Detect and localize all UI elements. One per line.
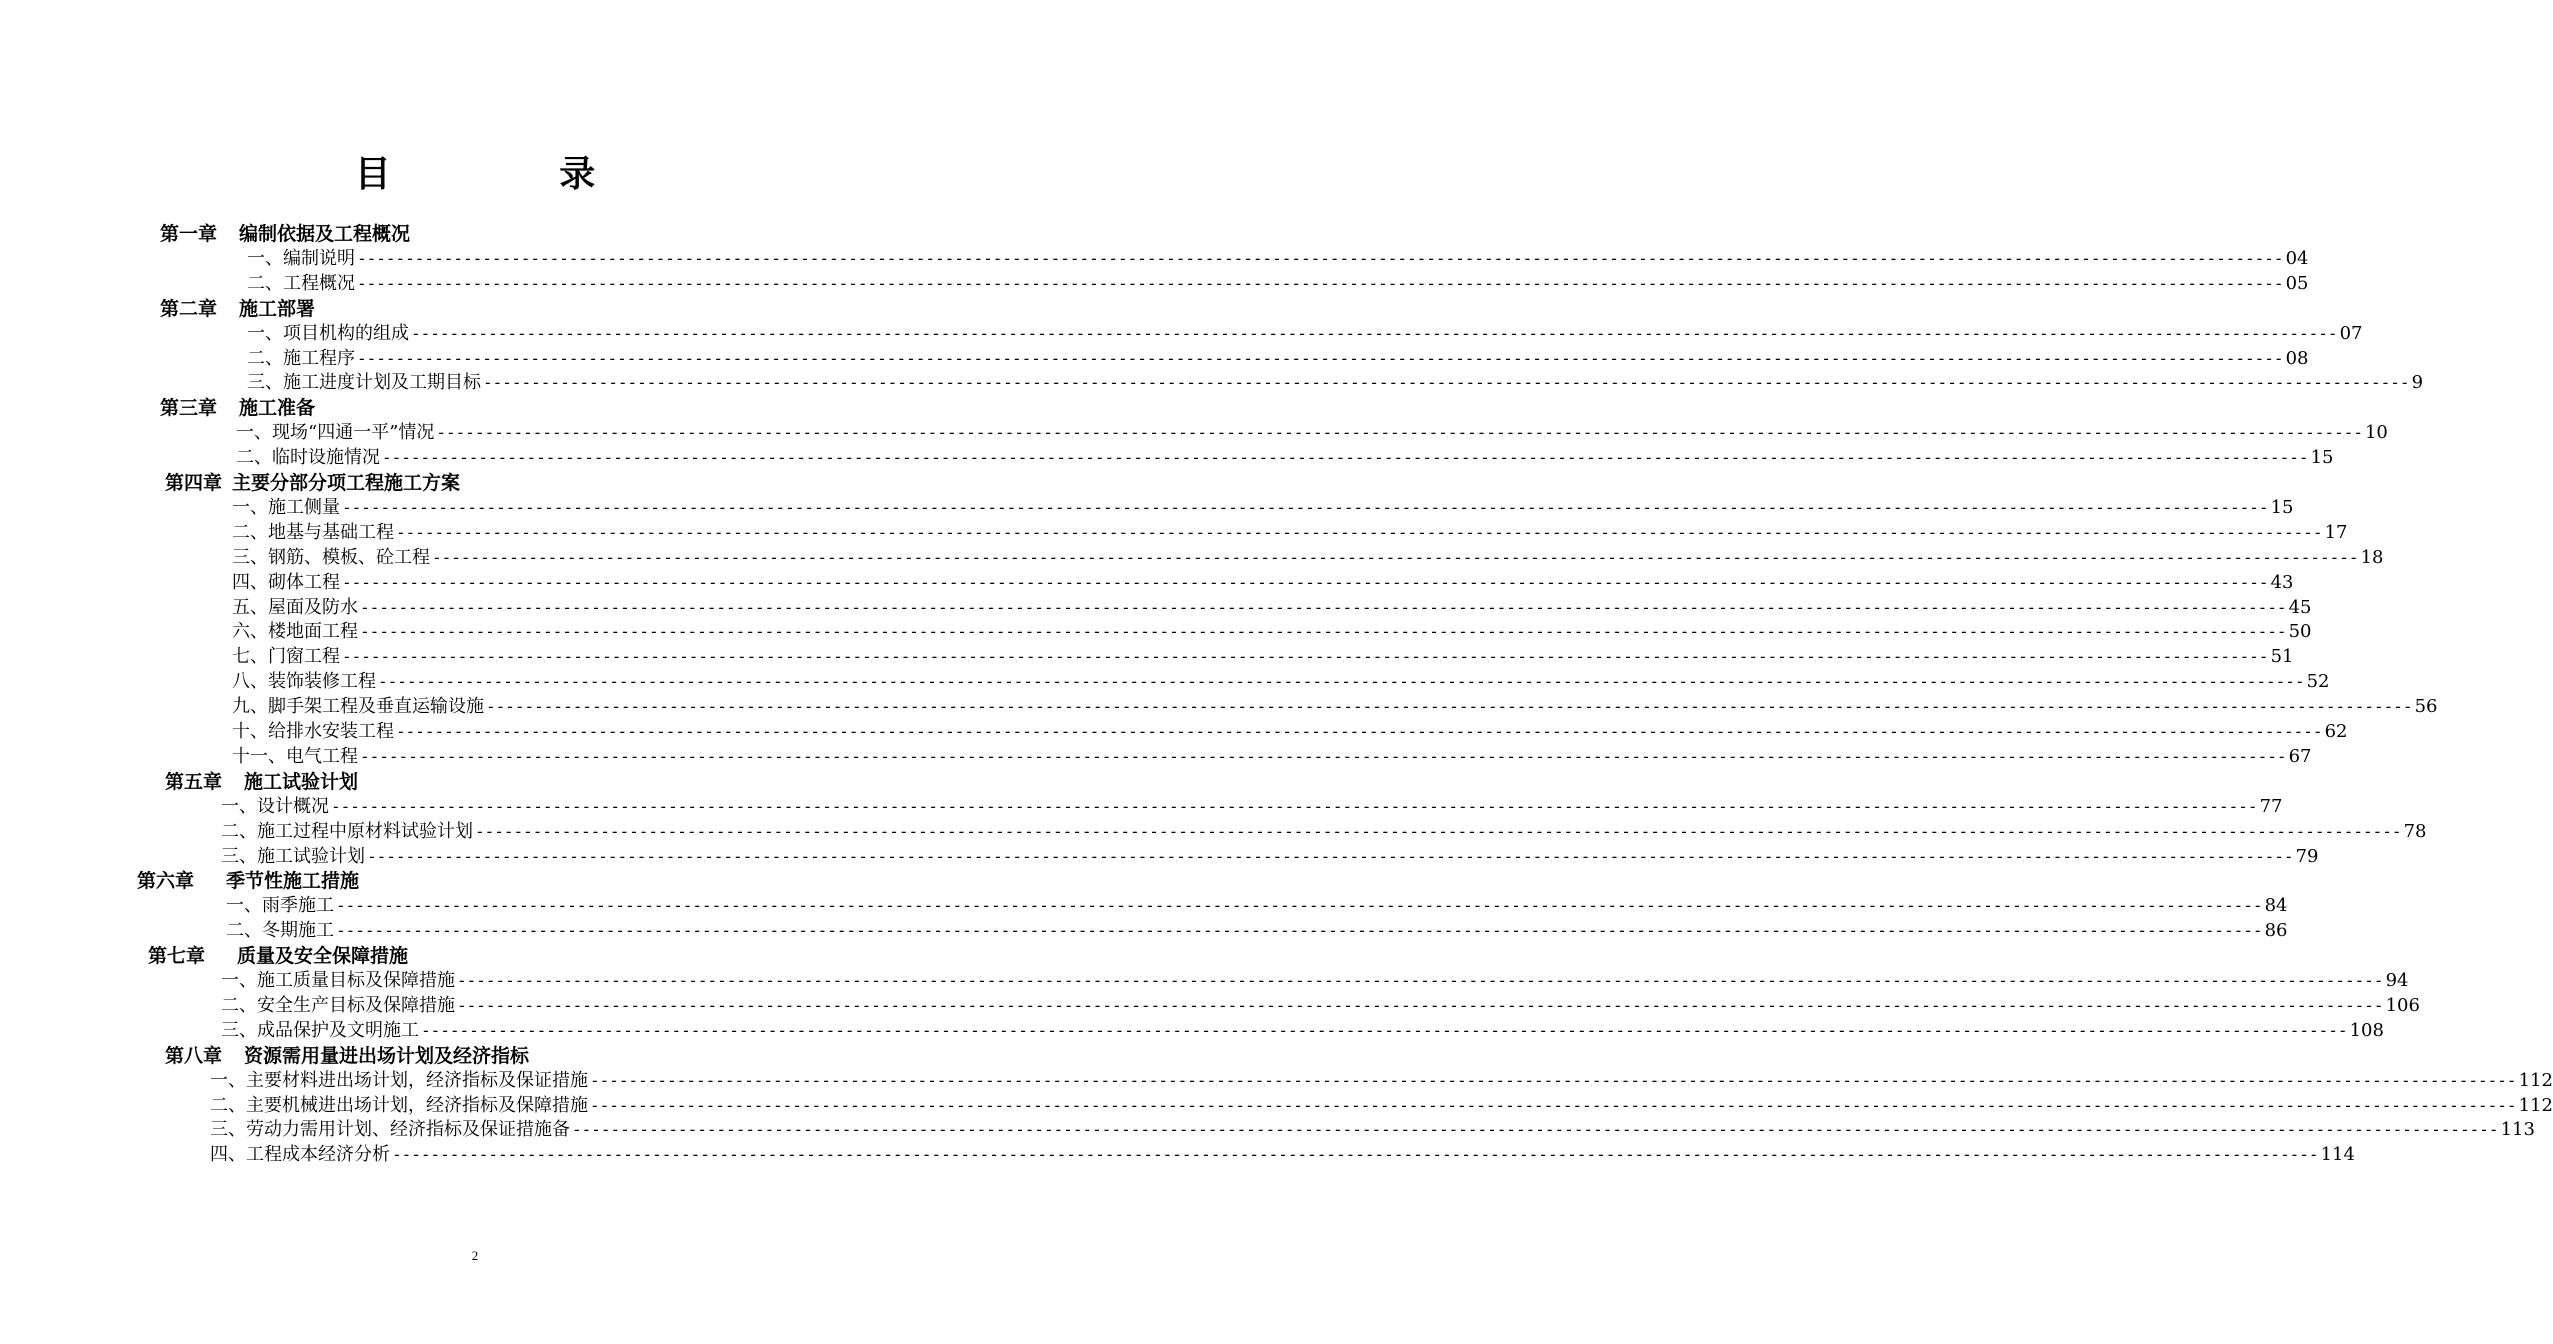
dot-leader: -------------------------------------------------------------------------------------------------------------------------------------------------------------------------------------------------------- [336, 896, 2263, 916]
chapter-number: 第八章 [165, 1044, 223, 1067]
chapter-heading[interactable] [160, 396, 315, 420]
dot-leader: -------------------------------------------------------------------------------------------------------------------------------------------------------------------------------------------------------- [396, 722, 2323, 741]
toc-entry-page: 15 [2270, 496, 2294, 518]
toc-entry-page: 78 [2403, 820, 2427, 842]
toc-entry-label: 二、施工程序 [247, 347, 355, 369]
dot-leader: -------------------------------------------------------------------------------------------------------------------------------------------------------------------------------------------------------- [378, 672, 2305, 692]
toc-entry[interactable] [232, 695, 2438, 719]
toc-entry-label: 二、主要机械进出场计划，经济指标及保障措施 [210, 1094, 588, 1116]
toc-entry[interactable] [236, 421, 2388, 445]
dot-leader: -------------------------------------------------------------------------------------------------------------------------------------------------------------------------------------------------------- [421, 1020, 2348, 1040]
toc-entry-page: 50 [2288, 621, 2312, 643]
toc-entry[interactable] [232, 670, 2330, 694]
dot-leader: -------------------------------------------------------------------------------------------------------------------------------------------------------------------------------------------------------- [411, 323, 2338, 343]
toc-entry-label: 一、施工侧量 [232, 496, 340, 518]
toc-entry[interactable] [210, 1118, 2535, 1142]
toc-entry-label: 三、钢筋、模板、砼工程 [232, 546, 430, 568]
dot-leader: -------------------------------------------------------------------------------------------------------------------------------------------------------------------------------------------------------- [392, 1145, 2319, 1165]
chapter-heading[interactable] [160, 297, 315, 321]
toc-entry-label: 二、地基与基础工程 [232, 521, 394, 543]
toc-entry[interactable] [221, 845, 2319, 869]
toc-entry[interactable] [232, 620, 2312, 644]
chapter-heading[interactable] [165, 1044, 529, 1068]
dot-leader: -------------------------------------------------------------------------------------------------------------------------------------------------------------------------------------------------------- [572, 1120, 2499, 1140]
toc-entry-label: 三、施工试验计划 [221, 845, 365, 867]
dot-leader: -------------------------------------------------------------------------------------------------------------------------------------------------------------------------------------------------------- [590, 1095, 2517, 1115]
toc-entry-page: 108 [2349, 1019, 2384, 1041]
toc-entry-page: 86 [2264, 920, 2288, 942]
toc-entry-page: 15 [2310, 447, 2334, 469]
toc-entry-label: 二、施工过程中原材料试验计划 [221, 820, 473, 842]
toc-entry-label: 三、施工进度计划及工期目标 [247, 372, 481, 394]
toc-entry-label: 四、砌体工程 [232, 571, 340, 593]
chapter-heading[interactable] [165, 471, 460, 495]
toc-entry-label: 一、主要材料进出场计划，经济指标及保证措施 [210, 1069, 588, 1091]
toc-entry[interactable] [247, 272, 2309, 296]
toc-entry-label: 八、装饰装修工程 [232, 671, 376, 693]
chapter-title: 施工部署 [239, 297, 316, 320]
chapter-heading[interactable] [160, 222, 410, 246]
dot-leader: -------------------------------------------------------------------------------------------------------------------------------------------------------------------------------------------------------- [342, 497, 2269, 517]
chapter-number: 第七章 [148, 945, 206, 968]
toc-entry-page: 04 [2285, 247, 2309, 269]
toc-entry-page: 18 [2360, 546, 2384, 568]
dot-leader: -------------------------------------------------------------------------------------------------------------------------------------------------------------------------------------------------------- [336, 921, 2263, 941]
dot-leader: -------------------------------------------------------------------------------------------------------------------------------------------------------------------------------------------------------- [432, 547, 2359, 567]
toc-entry[interactable] [210, 1143, 2355, 1167]
dot-leader: -------------------------------------------------------------------------------------------------------------------------------------------------------------------------------------------------------- [357, 273, 2284, 293]
dot-leader: -------------------------------------------------------------------------------------------------------------------------------------------------------------------------------------------------------- [436, 423, 2363, 443]
toc-entry-page: 51 [2270, 646, 2294, 668]
toc-entry-label: 二、工程概况 [247, 272, 355, 294]
dot-leader: -------------------------------------------------------------------------------------------------------------------------------------------------------------------------------------------------------- [360, 597, 2287, 617]
toc-entry-page: 05 [2285, 272, 2309, 294]
chapter-title: 资源需用量进出场计划及经济指标 [244, 1044, 530, 1067]
toc-entry[interactable] [247, 322, 2363, 346]
toc-entry[interactable] [210, 1094, 2553, 1118]
toc-entry-page: 17 [2324, 521, 2348, 543]
toc-entry-page: 84 [2264, 895, 2288, 917]
toc-entry-page: 56 [2414, 696, 2438, 718]
toc-entry[interactable] [236, 446, 2334, 470]
chapter-title: 施工试验计划 [244, 770, 359, 793]
toc-entry-page: 113 [2500, 1119, 2535, 1141]
toc-entry-page: 07 [2339, 322, 2363, 344]
toc-entry[interactable] [247, 371, 2424, 395]
toc-entry-label: 十、给排水安装工程 [232, 721, 394, 742]
toc-entry-label: 一、现场“四通一平”情况 [236, 422, 435, 444]
chapter-heading[interactable] [137, 869, 359, 893]
toc-entry-page: 114 [2320, 1144, 2355, 1166]
chapter-title: 质量及安全保障措施 [237, 945, 409, 968]
toc-entry-page: 106 [2385, 994, 2420, 1016]
chapter-number: 第六章 [137, 870, 195, 893]
chapter-number: 第四章 [165, 472, 223, 494]
toc-entry[interactable] [232, 645, 2294, 669]
dot-leader: -------------------------------------------------------------------------------------------------------------------------------------------------------------------------------------------------------- [360, 746, 2287, 766]
chapter-number: 第一章 [160, 223, 218, 245]
toc-entry[interactable] [210, 1069, 2553, 1093]
toc-entry-page: 10 [2364, 422, 2388, 444]
toc-entry-page: 62 [2324, 721, 2348, 742]
toc-entry-page: 77 [2259, 795, 2283, 817]
toc-entry-label: 三、劳动力需用计划、经济指标及保证措施备 [210, 1119, 570, 1141]
dot-leader: -------------------------------------------------------------------------------------------------------------------------------------------------------------------------------------------------------- [342, 647, 2269, 667]
toc-title: 目 录 [354, 154, 674, 195]
dot-leader: -------------------------------------------------------------------------------------------------------------------------------------------------------------------------------------------------------- [590, 1070, 2517, 1090]
dot-leader: -------------------------------------------------------------------------------------------------------------------------------------------------------------------------------------------------------- [367, 846, 2294, 866]
chapter-title: 季节性施工措施 [226, 870, 360, 893]
chapter-heading[interactable] [165, 770, 358, 794]
toc-entry-label: 三、成品保护及文明施工 [221, 1019, 419, 1041]
dot-leader: -------------------------------------------------------------------------------------------------------------------------------------------------------------------------------------------------------- [360, 622, 2287, 642]
toc-entry-label: 六、楼地面工程 [232, 621, 358, 643]
chapter-number: 第二章 [160, 297, 218, 320]
dot-leader: -------------------------------------------------------------------------------------------------------------------------------------------------------------------------------------------------------- [331, 796, 2258, 816]
toc-entry-page: 08 [2285, 347, 2309, 369]
toc-entry-label: 一、项目机构的组成 [247, 322, 409, 344]
toc-entry-label: 一、施工质量目标及保障措施 [221, 970, 455, 991]
toc-entry-page: 94 [2385, 970, 2409, 991]
toc-entry-label: 一、设计概况 [221, 795, 329, 817]
dot-leader: -------------------------------------------------------------------------------------------------------------------------------------------------------------------------------------------------------- [483, 373, 2410, 393]
chapter-number: 第五章 [165, 770, 223, 793]
toc-entry-label: 二、安全生产目标及保障措施 [221, 994, 455, 1016]
toc-entry[interactable] [232, 720, 2348, 744]
toc-entry-label: 十一、电气工程 [232, 745, 358, 767]
toc-entry-page: 112 [2518, 1069, 2553, 1091]
toc-entry-page: 45 [2288, 596, 2312, 618]
toc-entry[interactable] [232, 571, 2294, 595]
dot-leader: -------------------------------------------------------------------------------------------------------------------------------------------------------------------------------------------------------- [486, 697, 2413, 717]
toc-entry-page: 9 [2411, 372, 2424, 394]
toc-entry-label: 一、雨季施工 [226, 895, 334, 917]
chapter-heading[interactable] [148, 944, 408, 968]
dot-leader: -------------------------------------------------------------------------------------------------------------------------------------------------------------------------------------------------------- [357, 248, 2284, 268]
toc-entry-label: 五、屋面及防水 [232, 596, 358, 618]
toc-entry[interactable] [221, 795, 2283, 819]
toc-entry[interactable] [221, 1019, 2384, 1043]
page-number: 2 [471, 1248, 479, 1263]
toc-entry-page: 43 [2270, 571, 2294, 593]
dot-leader: -------------------------------------------------------------------------------------------------------------------------------------------------------------------------------------------------------- [475, 821, 2402, 841]
toc-entry-label: 一、编制说明 [247, 247, 355, 269]
toc-entry-page: 67 [2288, 745, 2312, 767]
toc-entry-label: 四、工程成本经济分析 [210, 1144, 390, 1166]
dot-leader: -------------------------------------------------------------------------------------------------------------------------------------------------------------------------------------------------------- [382, 448, 2309, 468]
toc-entry-page: 112 [2518, 1094, 2553, 1116]
toc-entry[interactable] [226, 919, 2288, 943]
dot-leader: -------------------------------------------------------------------------------------------------------------------------------------------------------------------------------------------------------- [342, 572, 2269, 592]
chapter-title: 施工准备 [239, 397, 316, 420]
toc-entry-label: 二、冬期施工 [226, 920, 334, 942]
toc-entry[interactable] [221, 820, 2427, 844]
toc-entry[interactable] [247, 247, 2309, 271]
dot-leader: -------------------------------------------------------------------------------------------------------------------------------------------------------------------------------------------------------- [357, 348, 2284, 368]
chapter-number: 第三章 [160, 397, 218, 420]
chapter-title: 编制依据及工程概况 [239, 223, 411, 245]
toc-entry[interactable] [226, 894, 2288, 918]
toc-entry[interactable] [221, 994, 2420, 1018]
toc-entry-label: 二、临时设施情况 [236, 447, 380, 469]
toc-entry-page: 52 [2306, 671, 2330, 693]
toc-entry[interactable] [247, 347, 2309, 371]
toc-entry[interactable] [232, 596, 2312, 620]
dot-leader: -------------------------------------------------------------------------------------------------------------------------------------------------------------------------------------------------------- [396, 522, 2323, 542]
toc-entry-label: 九、脚手架工程及垂直运输设施 [232, 696, 484, 718]
toc-entry[interactable] [232, 546, 2384, 570]
toc-entry[interactable] [221, 969, 2409, 993]
toc-entry-label: 七、门窗工程 [232, 646, 340, 668]
chapter-title: 主要分部分项工程施工方案 [232, 472, 461, 494]
toc-entry[interactable] [232, 745, 2312, 769]
toc-entry[interactable] [232, 496, 2294, 520]
toc-entry[interactable] [232, 521, 2348, 545]
dot-leader: -------------------------------------------------------------------------------------------------------------------------------------------------------------------------------------------------------- [457, 971, 2384, 990]
toc-entry-page: 79 [2295, 845, 2319, 867]
dot-leader: -------------------------------------------------------------------------------------------------------------------------------------------------------------------------------------------------------- [457, 995, 2384, 1015]
